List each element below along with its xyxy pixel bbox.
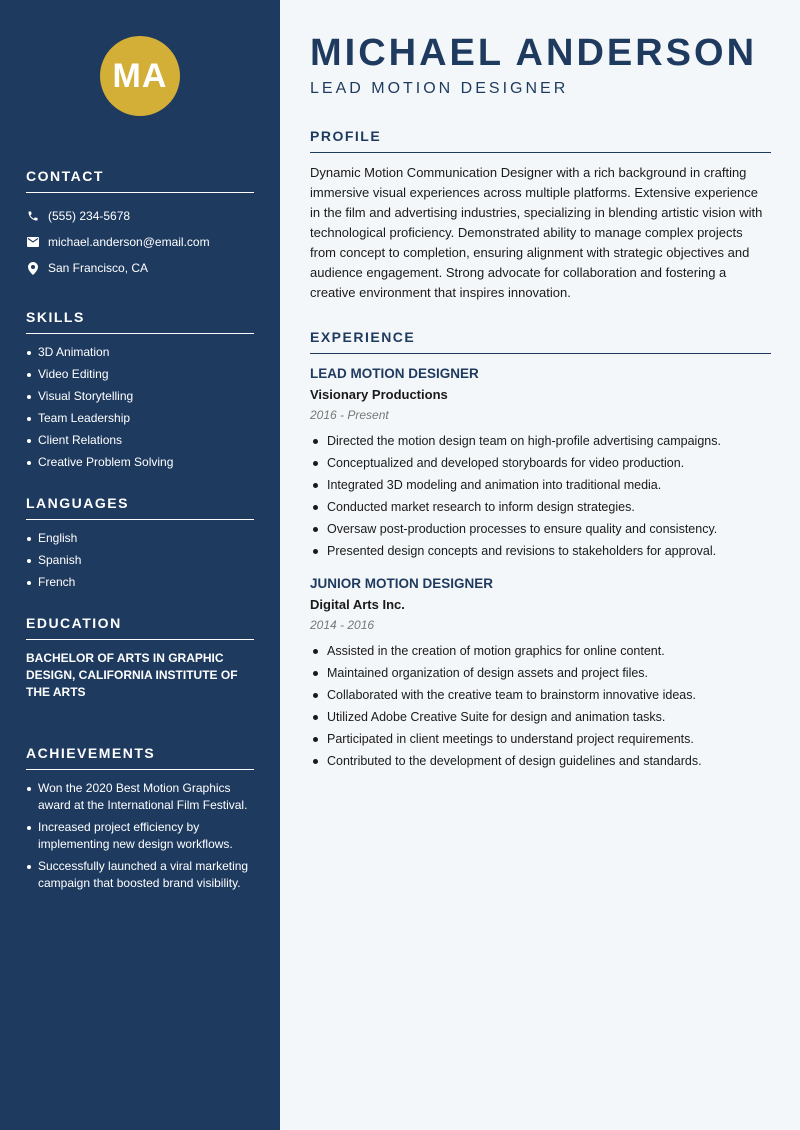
avatar: MA	[100, 36, 180, 116]
education-section	[26, 615, 254, 701]
phone-icon	[26, 209, 40, 223]
experience-section	[310, 329, 771, 772]
achievement-item: Won the 2020 Best Motion Graphics award at the International Film Festival.	[26, 780, 254, 814]
skills-heading: SKILLS	[26, 309, 254, 334]
job-bullet: Integrated 3D modeling and animation into traditional media.	[310, 474, 771, 496]
skill-item: 3D Animation	[26, 344, 254, 361]
languages-section	[26, 495, 254, 591]
job-bullet: Contributed to the development of design guidelines and standards.	[310, 750, 771, 772]
profile-text: Dynamic Motion Communication Designer with a rich background in crafting immersive visual experiences across multiple platforms. Extensive experience in the film and advertising industries, specializing in blending artistic vision with technological proficiency. Demonstrated ability to manage complex projects from concept to completion, ensuring alignment with strategic objectives and audience engagement. Strong advocate for collaboration and fostering a creative environment that inspires innovation.	[310, 165, 763, 300]
candidate-name: MICHAEL ANDERSON	[310, 32, 758, 74]
job-entry-title: JUNIOR MOTION DESIGNER	[310, 576, 494, 591]
job-bullet: Participated in client meetings to understand project requirements.	[310, 728, 771, 750]
job-bullet: Assisted in the creation of motion graphics for online content.	[310, 640, 771, 662]
job-entry-company: Digital Arts Inc.	[310, 597, 405, 612]
job-bullet: Presented design concepts and revisions to stakeholders for approval.	[310, 540, 771, 562]
contact-email	[26, 229, 254, 255]
job-entry-title: LEAD MOTION DESIGNER	[310, 366, 479, 381]
email-icon	[26, 235, 40, 249]
job-entry-bullets	[310, 430, 771, 562]
languages-list	[26, 530, 254, 591]
skills-section	[26, 309, 254, 471]
job-entry-dates: 2014 - 2016	[310, 618, 375, 632]
language-item: French	[26, 574, 254, 591]
location-pin-icon	[26, 261, 40, 275]
job-entry-company: Visionary Productions	[310, 387, 448, 402]
contact-heading: CONTACT	[26, 168, 254, 193]
achievements-section	[26, 745, 254, 892]
phone-text: (555) 234-5678	[48, 209, 131, 223]
skill-item: Visual Storytelling	[26, 388, 254, 405]
language-item: Spanish	[26, 552, 254, 569]
location-text: San Francisco, CA	[48, 261, 149, 275]
job-bullet: Oversaw post-production processes to ensure quality and consistency.	[310, 518, 771, 540]
sidebar	[0, 0, 280, 1130]
job-entry	[310, 366, 771, 562]
skill-item: Client Relations	[26, 432, 254, 449]
job-entry	[310, 576, 771, 772]
email-text[interactable]: michael.anderson@email.com	[48, 235, 210, 249]
contact-location	[26, 255, 254, 281]
achievements-list	[26, 780, 254, 892]
job-bullet: Conceptualized and developed storyboards for video production.	[310, 452, 771, 474]
job-entry-dates: 2016 - Present	[310, 408, 389, 422]
job-bullet: Utilized Adobe Creative Suite for design and animation tasks.	[310, 706, 771, 728]
achievement-item: Increased project efficiency by implementing new design workflows.	[26, 819, 254, 853]
main-content	[280, 0, 800, 1130]
job-bullet: Directed the motion design team on high-profile advertising campaigns.	[310, 430, 771, 452]
experience-heading: EXPERIENCE	[310, 329, 771, 354]
achievements-heading: ACHIEVEMENTS	[26, 745, 254, 770]
profile-heading: PROFILE	[310, 128, 771, 153]
skill-item: Creative Problem Solving	[26, 454, 254, 471]
contact-section	[26, 168, 254, 281]
education-heading: EDUCATION	[26, 615, 254, 640]
job-title: LEAD MOTION DESIGNER	[310, 80, 569, 97]
skill-item: Video Editing	[26, 366, 254, 383]
job-bullet: Conducted market research to inform design strategies.	[310, 496, 771, 518]
skill-item: Team Leadership	[26, 410, 254, 427]
skills-list	[26, 344, 254, 471]
contact-phone	[26, 203, 254, 229]
profile-section	[310, 128, 771, 303]
language-item: English	[26, 530, 254, 547]
achievement-item: Successfully launched a viral marketing campaign that boosted brand visibility.	[26, 858, 254, 892]
job-entry-bullets	[310, 640, 771, 772]
job-bullet: Collaborated with the creative team to brainstorm innovative ideas.	[310, 684, 771, 706]
languages-heading: LANGUAGES	[26, 495, 254, 520]
education-degree: BACHELOR OF ARTS IN GRAPHIC DESIGN, CALIFORNIA INSTITUTE OF THE ARTS	[26, 651, 238, 699]
job-bullet: Maintained organization of design assets and project files.	[310, 662, 771, 684]
